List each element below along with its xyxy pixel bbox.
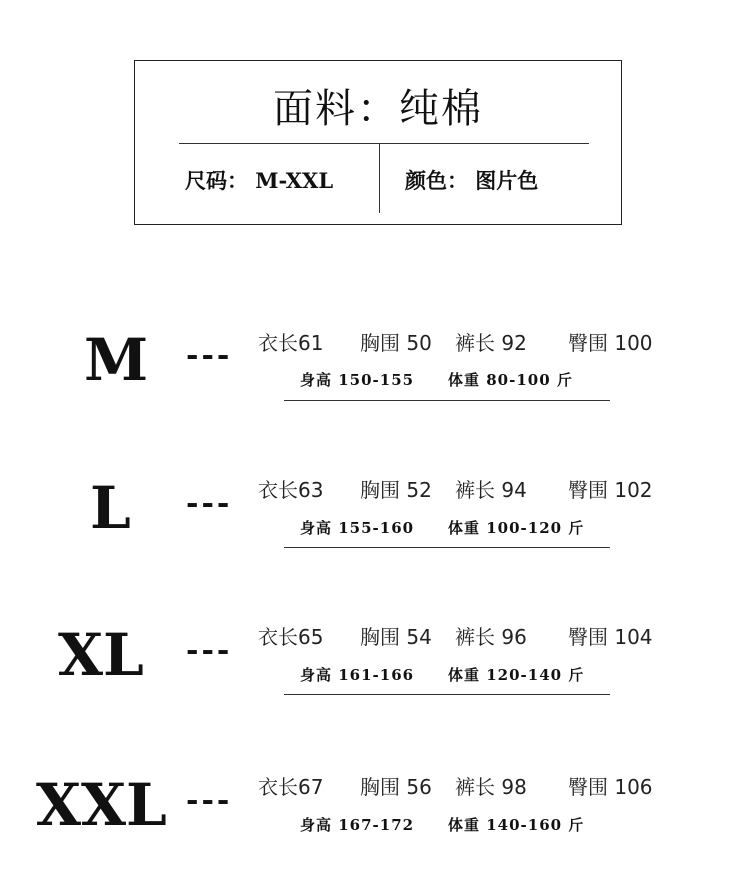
garment-length: 衣长61 xyxy=(258,331,324,355)
size-letter: M xyxy=(84,326,149,394)
weight-range: 体重 140-160 斤 xyxy=(448,816,585,834)
size-dashes: --- xyxy=(186,338,233,373)
size-row-l xyxy=(0,473,750,573)
row-underline xyxy=(284,694,610,695)
size-dashes: --- xyxy=(186,633,233,668)
weight-range: 体重 120-140 斤 xyxy=(448,666,585,684)
hip-measure: 臀围 100 xyxy=(568,331,653,355)
hip-measure: 臀围 106 xyxy=(568,775,653,799)
fabric-title: 面料：纯棉 xyxy=(273,86,483,132)
info-vertical-divider xyxy=(379,143,380,213)
chest-measure: 胸围 56 xyxy=(360,775,432,799)
size-row-xl xyxy=(0,620,750,720)
height-range: 身高 150-155 xyxy=(300,371,415,389)
size-row-xxl xyxy=(0,770,750,870)
pants-length: 裤长 94 xyxy=(455,478,527,502)
size-dashes: --- xyxy=(186,486,233,521)
size-letter: XL xyxy=(58,621,144,689)
garment-length: 衣长67 xyxy=(258,775,324,799)
garment-length: 衣长65 xyxy=(258,625,324,649)
hip-measure: 臀围 102 xyxy=(568,478,653,502)
chest-measure: 胸围 54 xyxy=(360,625,432,649)
weight-range: 体重 100-120 斤 xyxy=(448,519,585,537)
fabric-info-box xyxy=(134,60,622,225)
size-dashes: --- xyxy=(186,783,233,818)
row-underline xyxy=(284,400,610,401)
garment-length: 衣长63 xyxy=(258,478,324,502)
chest-measure: 胸围 50 xyxy=(360,331,432,355)
pants-length: 裤长 92 xyxy=(455,331,527,355)
pants-length: 裤长 96 xyxy=(455,625,527,649)
height-range: 身高 155-160 xyxy=(300,519,415,537)
row-underline xyxy=(284,547,610,548)
size-letter: XXL xyxy=(36,771,167,839)
size-letter: L xyxy=(90,474,131,542)
weight-range: 体重 80-100 斤 xyxy=(448,371,573,389)
info-divider xyxy=(179,143,589,144)
size-range-label: 尺码： M-XXL xyxy=(185,168,334,193)
chest-measure: 胸围 52 xyxy=(360,478,432,502)
pants-length: 裤长 98 xyxy=(455,775,527,799)
color-label: 颜色： 图片色 xyxy=(405,168,539,193)
size-row-m xyxy=(0,325,750,425)
height-range: 身高 167-172 xyxy=(300,816,415,834)
hip-measure: 臀围 104 xyxy=(568,625,653,649)
height-range: 身高 161-166 xyxy=(300,666,415,684)
